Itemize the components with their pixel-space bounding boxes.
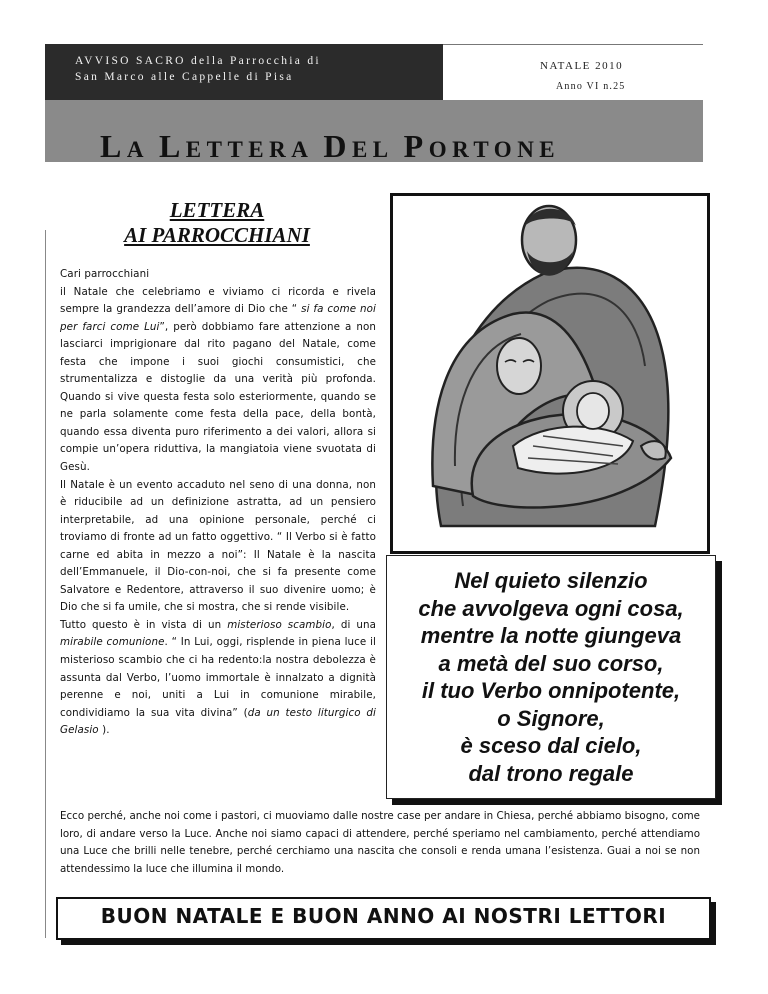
article-paragraph-2: Il Natale è un evento accaduto nel seno di una donna, non è riducibile ad un definizione astratta, ad un pensiero interpretabile, ad una opinione personale, perché ci troviamo di fronte ad un fatto oggettivo. “ Il Verbo si è fatto carne ed abita in mezzo a noi”: Il Natale è la nascita dell’Emmanuele, il Dio-con-noi, che si fa presente come Salvatore e Redentore, attraverso il suo divenire uomo; è Dio che si fa umile, che si mostra, che si rende visibile. xyxy=(60,478,376,614)
nativity-illustration xyxy=(390,193,710,554)
article-title xyxy=(86,198,348,248)
publisher-line-2: San Marco alle Cappelle di Pisa xyxy=(75,71,294,83)
quote-line: Nel quieto silenzio xyxy=(454,568,648,593)
left-margin-rule xyxy=(45,230,46,938)
quote-line: o Signore, xyxy=(497,705,605,731)
publisher-info xyxy=(75,53,435,85)
header-divider xyxy=(443,44,703,45)
quote-line: dal trono regale xyxy=(468,760,634,786)
article-paragraph-1: il Natale che celebriamo e viviamo ci ricorda e rivela sempre la grandezza dell’amore di Dio che “ si fa come noi per farci come Lui”, però dobbiamo fare attenzione a non lasciarci imprigionare dal rito pagano del Natale, come festa che impone i suoi giochi consumistici, che strumentalizza e distoglie da una verità più profonda. Quando si vive questa festa solo esteriormente, quando se ne parla solamente come festa della pace, della bontà, quando essa diventa puro riferimento a dei valori, allora si compie un’opera riduttiva, la mangiatoia viene svuotata di Gesù. xyxy=(60,285,376,474)
article-body xyxy=(60,266,376,740)
issue-label: NATALE 2010 xyxy=(540,60,624,72)
masthead-title: LA LETTERA DEL PORTONE xyxy=(100,128,561,164)
quote-line: che avvolgeva ogni cosa, xyxy=(418,595,684,621)
quote-line: il tuo Verbo onnipotente, xyxy=(421,678,681,703)
publisher-line-1: AVVISO SACRO della Parrocchia di xyxy=(75,55,321,67)
issue-number: Anno VI n.25 xyxy=(556,81,626,92)
quote-line: mentre la notte giungeva xyxy=(420,623,682,648)
quote-line: a metà del suo corso, xyxy=(438,650,664,676)
article-title-line-2: AI PARROCCHIANI xyxy=(124,223,310,247)
article-title-line-1: LETTERA xyxy=(169,198,265,222)
article-paragraph-3: Tutto questo è in vista di un misterioso scambio, di una mirabile comunione. “ In Lui, oggi, risplende in piena luce il misterioso scambio che ci ha redento:la nostra debolezza è assunta dal Verbo, l’uomo immortale è innalzato a dignità perenne e noi, uniti a Lui in comunione mirabile, condividiamo la sua vita divina” (da un testo liturgico di Gelasio ). xyxy=(60,618,376,737)
closing-paragraph: Ecco perché, anche noi come i pastori, ci muoviamo dalle nostre case per andare in Chiesa, perché abbiamo bisogno, come loro, di andare verso la Luce. Anche noi siamo capaci di attendere, perché speriamo nel cambiamento, perché attendiamo una Luce che brilli nelle tenebre, perché cerchiamo una nascita che consoli e renda umana l’esistenza. Guai a noi se non attendessimo la luce che illumina il mondo. xyxy=(60,810,700,875)
liturgical-quote xyxy=(386,567,716,787)
quote-line: è sceso dal cielo, xyxy=(460,733,642,758)
greeting-text: BUON NATALE E BUON ANNO AI NOSTRI LETTORI xyxy=(100,904,667,928)
article-greeting: Cari parrocchiani xyxy=(60,268,150,280)
